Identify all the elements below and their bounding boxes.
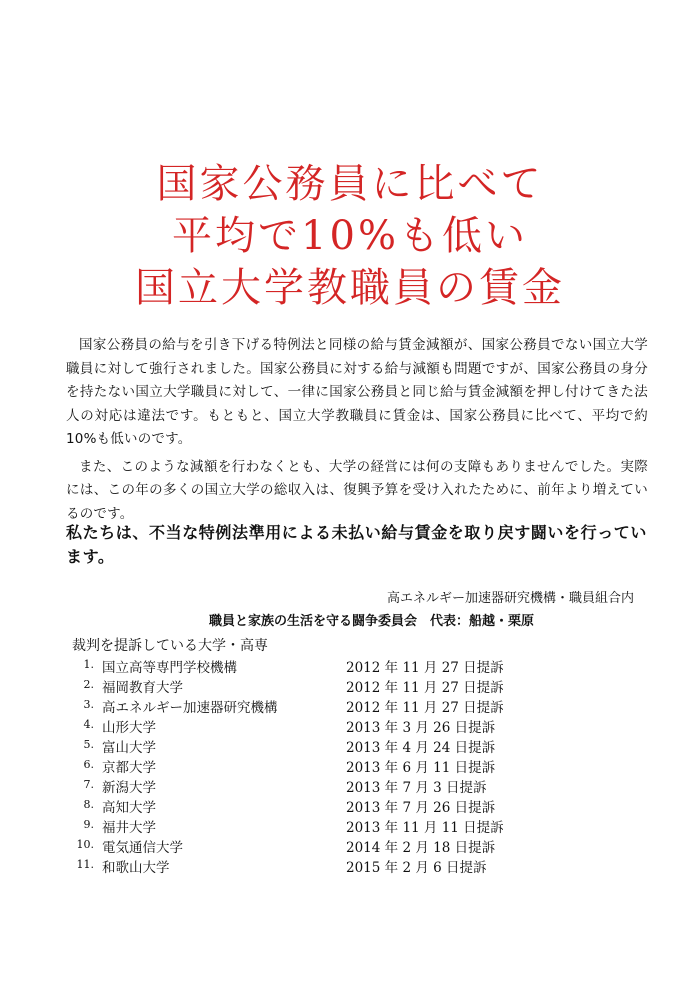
headline-line-1: 国家公務員に比べて — [156, 161, 544, 207]
list-item — [72, 836, 552, 856]
bold-statement: 私たちは、不当な特例法準用による未払い給与賃金を取り戻す闘いを行っています。 — [66, 523, 648, 566]
list-item-filing-date: 2013 年 7 月 3 日提訴 — [346, 780, 487, 796]
list-item-number: 9. — [83, 818, 94, 831]
list-item-number: 5. — [83, 738, 94, 751]
list-item-institution: 高知大学 — [102, 800, 156, 816]
list-item-institution: 京都大学 — [102, 760, 156, 776]
signature-organization: 高エネルギー加速器研究機構・職員組合内 — [386, 591, 634, 606]
list-item-filing-date: 2012 年 11 月 27 日提訴 — [346, 700, 504, 716]
headline-line-3: 国立大学教職員の賃金 — [135, 265, 565, 311]
lawsuit-list — [72, 656, 552, 876]
list-item-institution: 富山大学 — [102, 740, 156, 756]
list-item-number: 2. — [83, 678, 94, 691]
list-item-institution: 山形大学 — [102, 720, 156, 736]
list-item-filing-date: 2013 年 11 月 11 日提訴 — [346, 820, 504, 836]
list-item-institution: 和歌山大学 — [102, 860, 170, 876]
list-item — [72, 776, 552, 796]
list-item-filing-date: 2013 年 6 月 11 日提訴 — [346, 760, 496, 776]
list-item-number: 7. — [83, 778, 94, 791]
list-item — [72, 736, 552, 756]
list-item — [72, 656, 552, 676]
list-item-number: 4. — [83, 718, 94, 731]
list-item-filing-date: 2012 年 11 月 27 日提訴 — [346, 660, 504, 676]
list-item — [72, 696, 552, 716]
list-item-number: 11. — [76, 858, 94, 871]
list-item-number: 6. — [83, 758, 94, 771]
list-item — [72, 816, 552, 836]
list-item-filing-date: 2012 年 11 月 27 日提訴 — [346, 680, 504, 696]
list-item-filing-date: 2013 年 3 月 26 日提訴 — [346, 720, 496, 736]
list-item-institution: 福井大学 — [102, 820, 156, 836]
list-item-institution: 福岡教育大学 — [102, 680, 183, 696]
headline — [0, 158, 700, 314]
signature-committee: 職員と家族の生活を守る闘争委員会 代表：船越・栗原 — [208, 614, 534, 629]
list-item-number: 10. — [76, 838, 94, 851]
list-item-filing-date: 2015 年 2 月 6 日提訴 — [346, 860, 487, 876]
body-paragraph-1: 国家公務員の給与を引き下げる特例法と同様の給与賃金減額が、国家公務員でない国立大学職員に対して強行されました。国家公務員に対する給与減額も問題ですが、国家公務員の身分を持たない国立大学職員に対して、一律に国家公務員と同じ給与賃金減額を押し付けてきた法人の対応は違法です。もともと、国立大学教職員に賃金は、国家公務員に比べて、平均で約10%も低いのです。 — [66, 337, 648, 447]
list-item-institution: 国立高等専門学校機構 — [102, 660, 237, 676]
list-item-institution: 電気通信大学 — [102, 840, 183, 856]
list-item-filing-date: 2013 年 7 月 26 日提訴 — [346, 800, 496, 816]
list-item-filing-date: 2014 年 2 月 18 日提訴 — [346, 840, 496, 856]
list-item — [72, 756, 552, 776]
list-item-number: 3. — [83, 698, 94, 711]
list-item — [72, 796, 552, 816]
body-text — [66, 334, 648, 526]
list-item-number: 8. — [83, 798, 94, 811]
list-item-institution: 高エネルギー加速器研究機構 — [102, 700, 278, 716]
list-item-institution: 新潟大学 — [102, 780, 156, 796]
list-item — [72, 676, 552, 696]
lawsuit-list-title: 裁判を提訴している大学・高専 — [72, 638, 268, 654]
list-item-number: 1. — [83, 658, 94, 671]
body-paragraph-2: また、このような減額を行わなくとも、大学の経営には何の支障もありませんでした。実際には、この年の多くの国立大学の総収入は、復興予算を受け入れたために、前年より増えているのです。 — [66, 458, 648, 522]
list-item — [72, 856, 552, 876]
list-item — [72, 716, 552, 736]
list-item-filing-date: 2013 年 4 月 24 日提訴 — [346, 740, 496, 756]
headline-line-2: 平均で10%も低い — [172, 213, 528, 259]
